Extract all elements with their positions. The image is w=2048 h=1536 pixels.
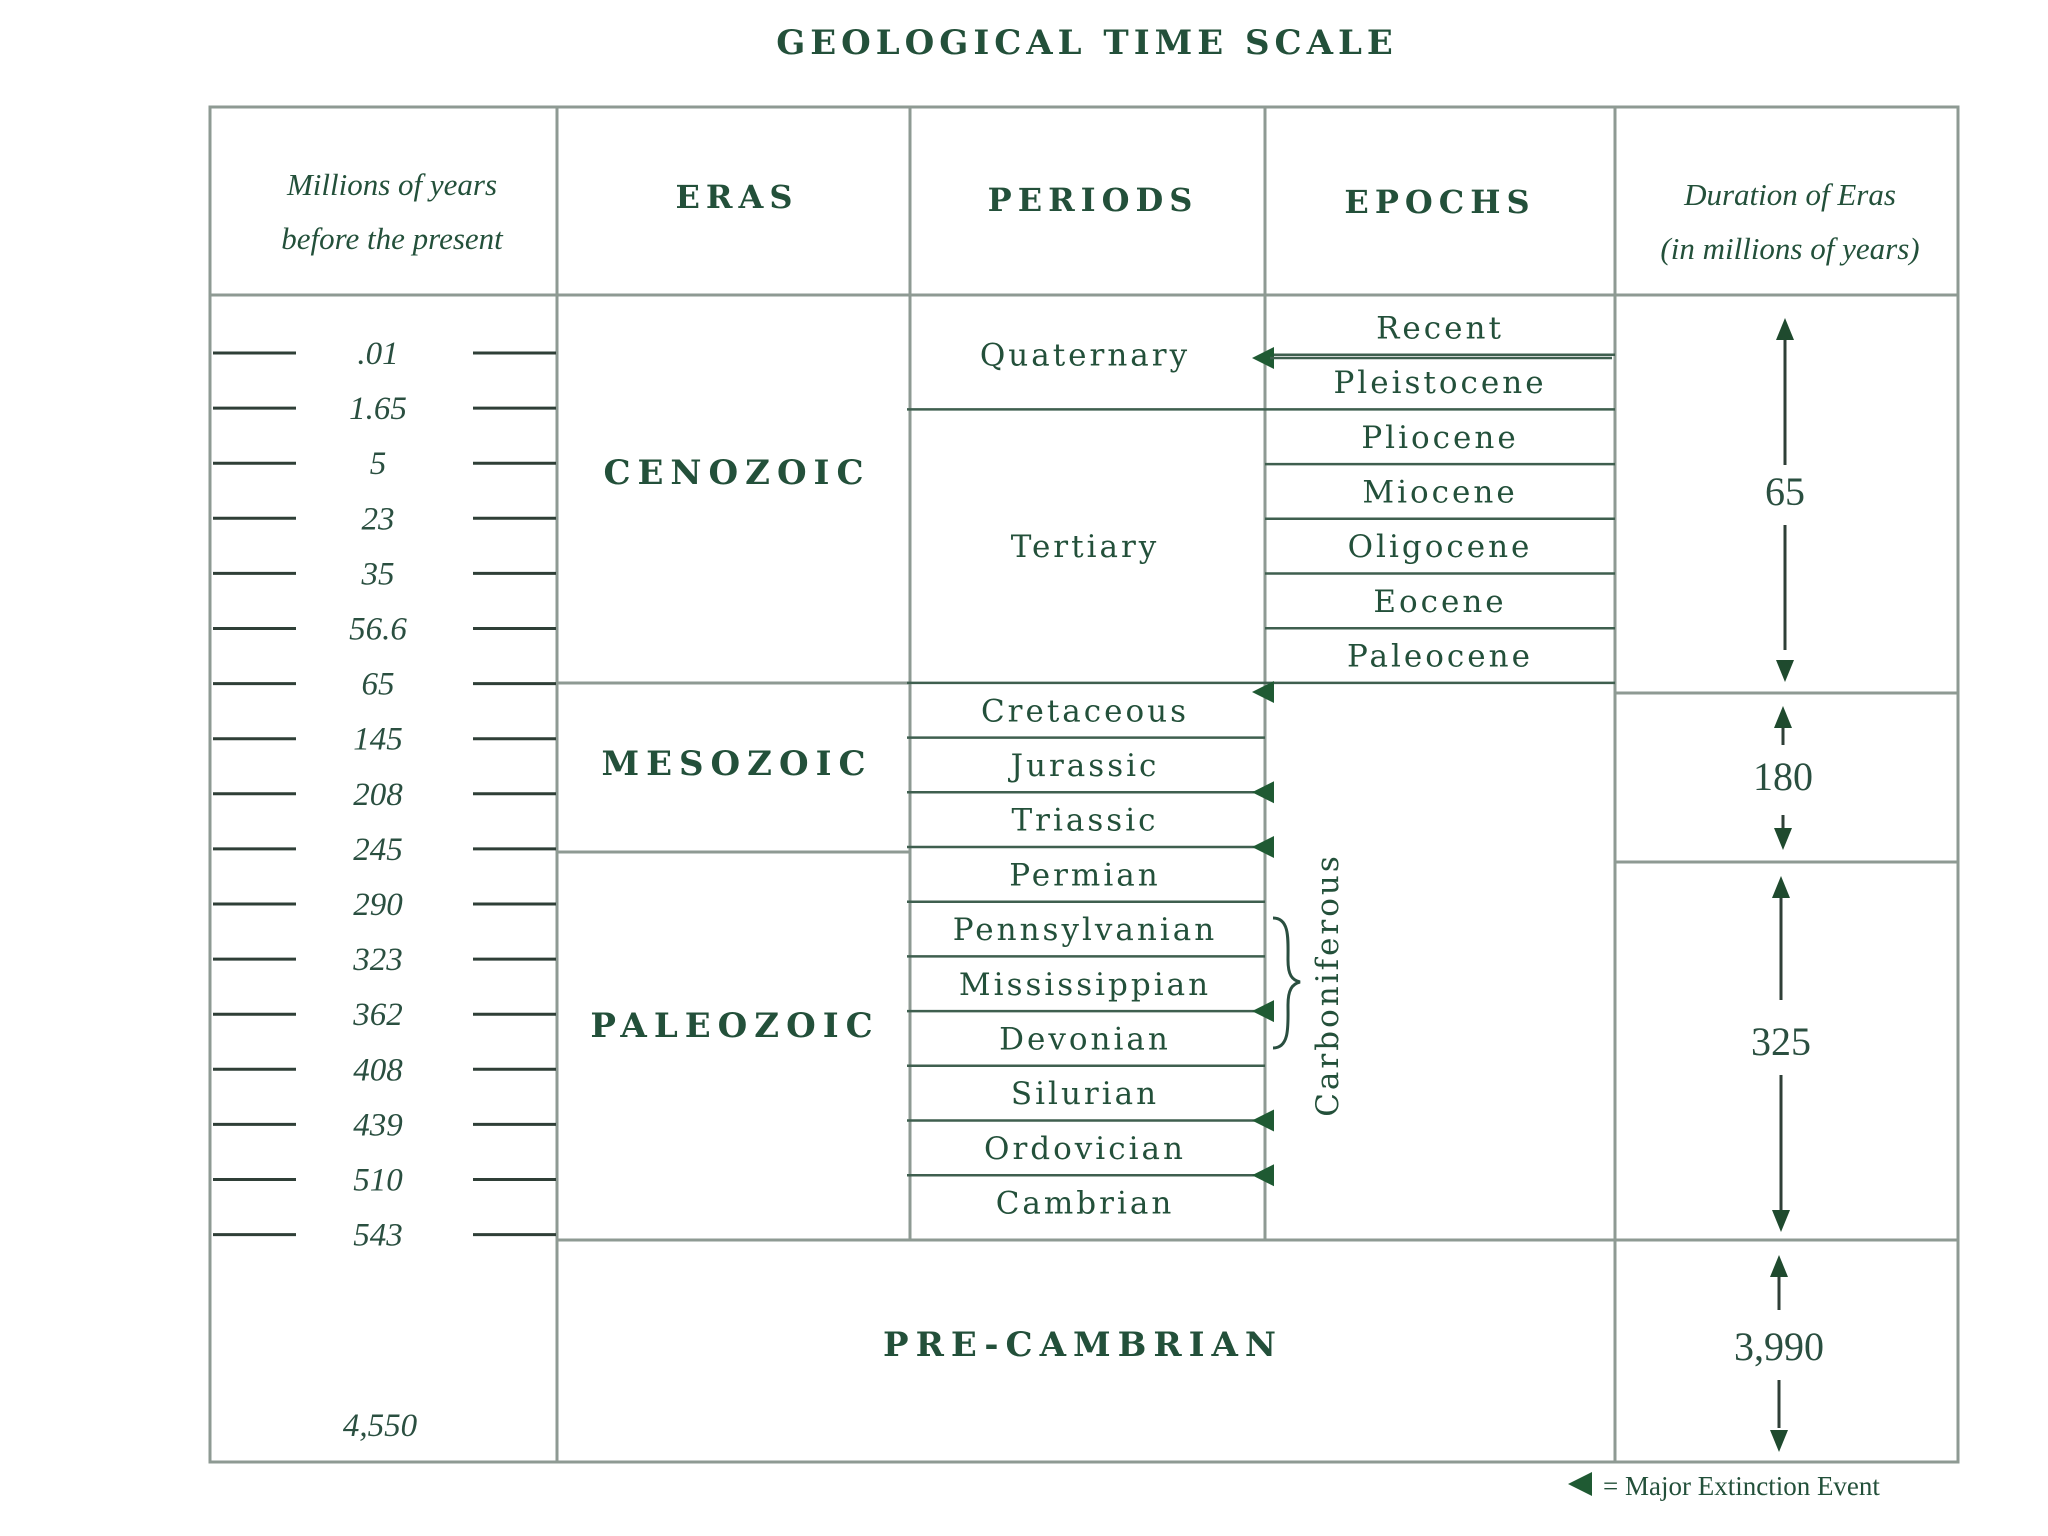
era-mesozoic: MESOZOIC [601,744,873,784]
header-years-line2: before the present [281,221,503,256]
period-dividers [907,409,1265,1175]
periods-column [953,338,1217,1222]
header-epochs: EPOCHS [1344,183,1536,221]
arrow-up-icon [1774,706,1792,728]
period-jurassic: Jurassic [1010,747,1160,784]
extinction-marker-icon [1568,1472,1592,1496]
epoch-dividers [1265,355,1615,683]
year-label: 23 [361,501,395,538]
arrow-down-icon [1772,1210,1790,1232]
table-frame [210,107,1958,1462]
year-label: 543 [353,1217,403,1254]
epochs-column [1333,310,1546,674]
period-triassic: Triassic [1011,802,1159,839]
year-label: 510 [353,1162,403,1199]
era-pre-cambrian: PRE-CAMBRIAN [883,1325,1283,1365]
header-duration-line1: Duration of Eras [1684,177,1896,212]
epoch-oligocene: Oligocene [1347,529,1533,566]
header-eras: ERAS [675,178,799,216]
epoch-pliocene: Pliocene [1361,419,1519,456]
legend-text: = Major Extinction Event [1603,1471,1880,1501]
year-label: 35 [361,556,395,593]
arrow-up-icon [1776,318,1794,340]
duration-cenozoic: 65 [1765,469,1805,514]
years-axis [213,336,556,1254]
period-devonian: Devonian [999,1021,1171,1058]
period-cretaceous: Cretaceous [980,693,1190,730]
duration-pre-cambrian: 3,990 [1734,1324,1824,1369]
period-tertiary: Tertiary [1010,529,1160,566]
epoch-recent: Recent [1376,310,1504,347]
period-silurian: Silurian [1010,1076,1160,1113]
year-label: 245 [353,831,403,868]
year-label: 5 [369,446,387,483]
arrow-down-icon [1770,1430,1788,1452]
year-label: 208 [353,776,403,813]
arrow-up-icon [1770,1255,1788,1277]
epoch-miocene: Miocene [1362,474,1518,511]
year-label: 145 [353,721,403,758]
period-mississippian: Mississippian [958,966,1212,1003]
year-label: 439 [353,1107,403,1144]
extinction-markers [1252,347,1612,1186]
period-quaternary: Quaternary [979,337,1191,374]
period-permian: Permian [1009,857,1161,894]
duration-paleozoic: 325 [1751,1019,1811,1064]
year-label: 290 [353,887,403,923]
era-cenozoic: CENOZOIC [603,453,871,493]
epoch-paleocene: Paleocene [1347,638,1533,675]
epoch-pleistocene: Pleistocene [1333,365,1547,402]
header-periods: PERIODS [987,181,1199,219]
period-cambrian: Cambrian [995,1185,1175,1222]
header-years-line1: Millions of years [286,167,498,202]
epoch-eocene: Eocene [1373,583,1507,620]
year-label: 323 [353,942,403,979]
year-label: 1.65 [349,391,407,428]
carboniferous-label: Carboniferous [1310,853,1346,1117]
duration-mesozoic: 180 [1753,754,1813,799]
year-label: 56.6 [349,611,407,648]
period-pennsylvanian: Pennsylvanian [952,912,1218,949]
extinction-marker-permian [1252,836,1274,858]
extinction-marker-triassic [1252,781,1274,803]
extinction-marker-cambrian [1252,1164,1274,1186]
period-ordovician: Ordovician [984,1130,1186,1167]
arrow-up-icon [1772,876,1790,898]
oldest-year-label: 4,550 [342,1408,418,1444]
carboniferous-brace [1273,918,1300,1048]
era-paleozoic: PALEOZOIC [590,1006,880,1046]
year-label: 65 [361,666,395,703]
diagram-title: GEOLOGICAL TIME SCALE [776,23,1398,63]
year-label: .01 [357,336,399,372]
extinction-marker-cretaceous [1252,681,1274,703]
arrow-down-icon [1776,660,1794,682]
extinction-marker-devonian [1252,1000,1274,1022]
arrow-down-icon [1774,828,1792,850]
year-label: 362 [353,997,403,1034]
header-duration-line2: (in millions of years) [1660,231,1920,266]
year-label: 408 [353,1052,403,1089]
extinction-marker-ordovician [1252,1110,1274,1132]
